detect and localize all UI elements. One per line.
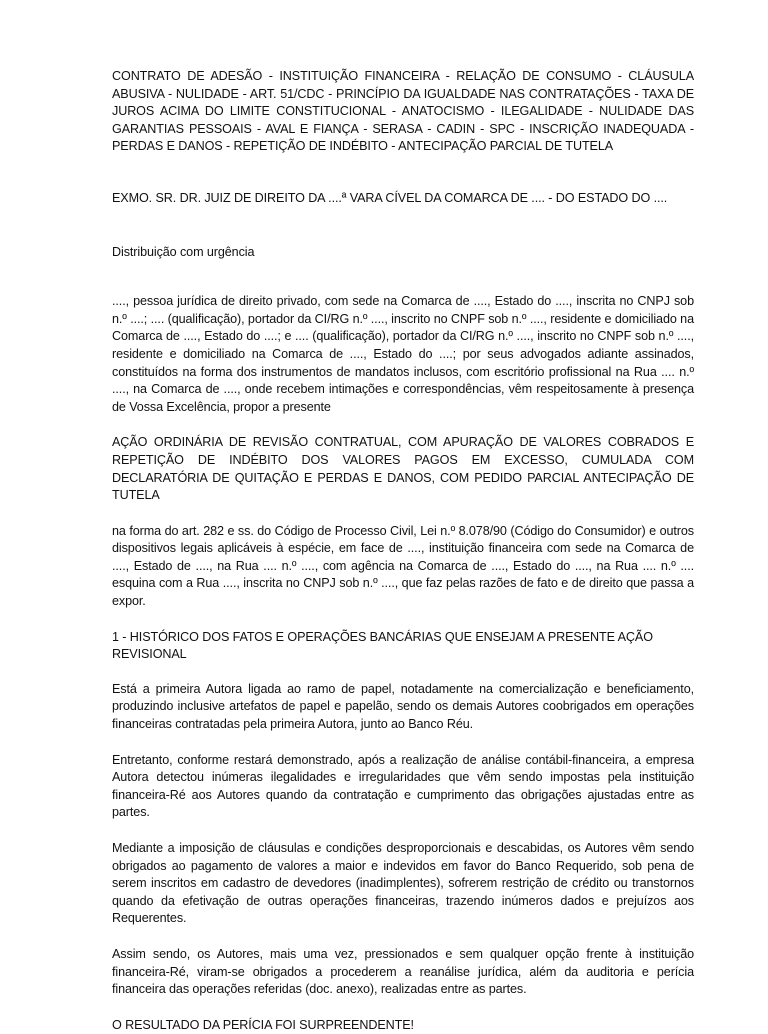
- section-1-paragraph: Entretanto, conforme restará demonstrado, após a realização de análise contábil-financeira, a empresa Autora detectou inúmeras ilegalidades e irregularidades que vêm sendo impostas pela instituição financeira-Ré aos Autores quando da contratação e cumprimento das obrigações ajustadas entre as partes.: [112, 752, 694, 820]
- section-1-heading: 1 - HISTÓRICO DOS FATOS E OPERAÇÕES BANCÁRIAS QUE ENSEJAM A PRESENTE AÇÃO REVISIONAL: [112, 629, 653, 662]
- addressee-line: EXMO. SR. DR. JUIZ DE DIREITO DA ....ª VARA CÍVEL DA COMARCA DE .... - DO ESTADO DO ....: [112, 190, 668, 205]
- document-title: CONTRATO DE ADESÃO - INSTITUIÇÃO FINANCEIRA - RELAÇÃO DE CONSUMO - CLÁUSULA ABUSIVA - NULIDADE - ART. 51/CDC - PRINCÍPIO DA IGUALDADE NAS CONTRATAÇÕES - TAXA DE JUROS ACIMA DO LIMITE CONSTITUCIONAL - ANATOCISMO - ILEGALIDADE - NULIDADE DAS GARANTIAS PESSOAIS - AVAL E FIANÇA - SERASA - CADIN - SPC - INSCRIÇÃO INADEQUADA - PERDAS E DANOS - REPETIÇÃO DE INDÉBITO - ANTECIPAÇÃO PARCIAL DE TUTELA: [112, 69, 694, 154]
- section-1-paragraph: Assim sendo, os Autores, mais uma vez, pressionados e sem qualquer opção frente à instituição financeira-Ré, viram-se obrigados a procederem a reanálise jurídica, além da auditoria e perícia financeira das operações referidas (doc. anexo), realizadas entre as partes.: [112, 946, 694, 997]
- legal-basis-paragraph: na forma do art. 282 e ss. do Código de Processo Civil, Lei n.º 8.078/90 (Código do Consumidor) e outros dispositivos legais aplicáveis à espécie, em face de ...., instituição financeira com sede na Comarca de ...., Estado de ...., na Rua .... n.º ...., com agência na Comarca de ...., Estado do ...., na Rua .... n.º .... esquina com a Rua ...., inscrita no CNPJ sob n.º ...., que faz pelas razões de fato e de direito que passa a expor.: [112, 523, 694, 609]
- distribution-note: Distribuição com urgência: [112, 244, 255, 259]
- parties-paragraph: ...., pessoa jurídica de direito privado, com sede na Comarca de ...., Estado do ...., inscrita no CNPJ sob n.º ....; .... (qualificação), portador da CI/RG n.º ...., inscrito no CNPF sob n.º ...., residente e domiciliado na Comarca de ...., Estado do ....; e .... (qualificação), portador da CI/RG n.º ...., inscrito no CNPF sob n.º ...., residente e domiciliado na Comarca de ...., Estado do ....; por seus advogados adiante assinados, constituídos na forma dos instrumentos de mandatos inclusos, com escritório profissional na Rua .... n.º ...., na Comarca de ...., onde recebem intimações e correspondências, vêm respeitosamente à presença de Vossa Excelência, propor a presente: [112, 294, 694, 414]
- section-1-paragraph: Está a primeira Autora ligada ao ramo de papel, notadamente na comercialização e beneficiamento, produzindo inclusive artefatos de papel e papelão, sendo os demais Autores coobrigados em operações financeiras contratadas pela primeira Autora, junto ao Banco Réu.: [112, 681, 694, 732]
- section-1-paragraph: Mediante a imposição de cláusulas e condições desproporcionais e descabidas, os Autores vêm sendo obrigados ao pagamento de valores a maior e indevidos em favor do Banco Requerido, sob pena de serem inscritos em cadastro de devedores (inadimplentes), sofrerem restrição de crédito ou transtornos quando da efetivação de outras operações financeiras, trazendo inúmeros dados e prejuízos aos Requerentes.: [112, 841, 694, 926]
- document-page: [112, 68, 694, 1034]
- closing-line: O RESULTADO DA PERÍCIA FOI SURPREENDENTE!: [112, 1017, 414, 1032]
- action-title: AÇÃO ORDINÁRIA DE REVISÃO CONTRATUAL, COM APURAÇÃO DE VALORES COBRADOS E REPETIÇÃO DE INDÉBITO DOS VALORES PAGOS EM EXCESSO, CUMULADA COM DECLARATÓRIA DE QUITAÇÃO E PERDAS E DANOS, COM PEDIDO PARCIAL ANTECIPAÇÃO DE TUTELA: [112, 435, 694, 503]
